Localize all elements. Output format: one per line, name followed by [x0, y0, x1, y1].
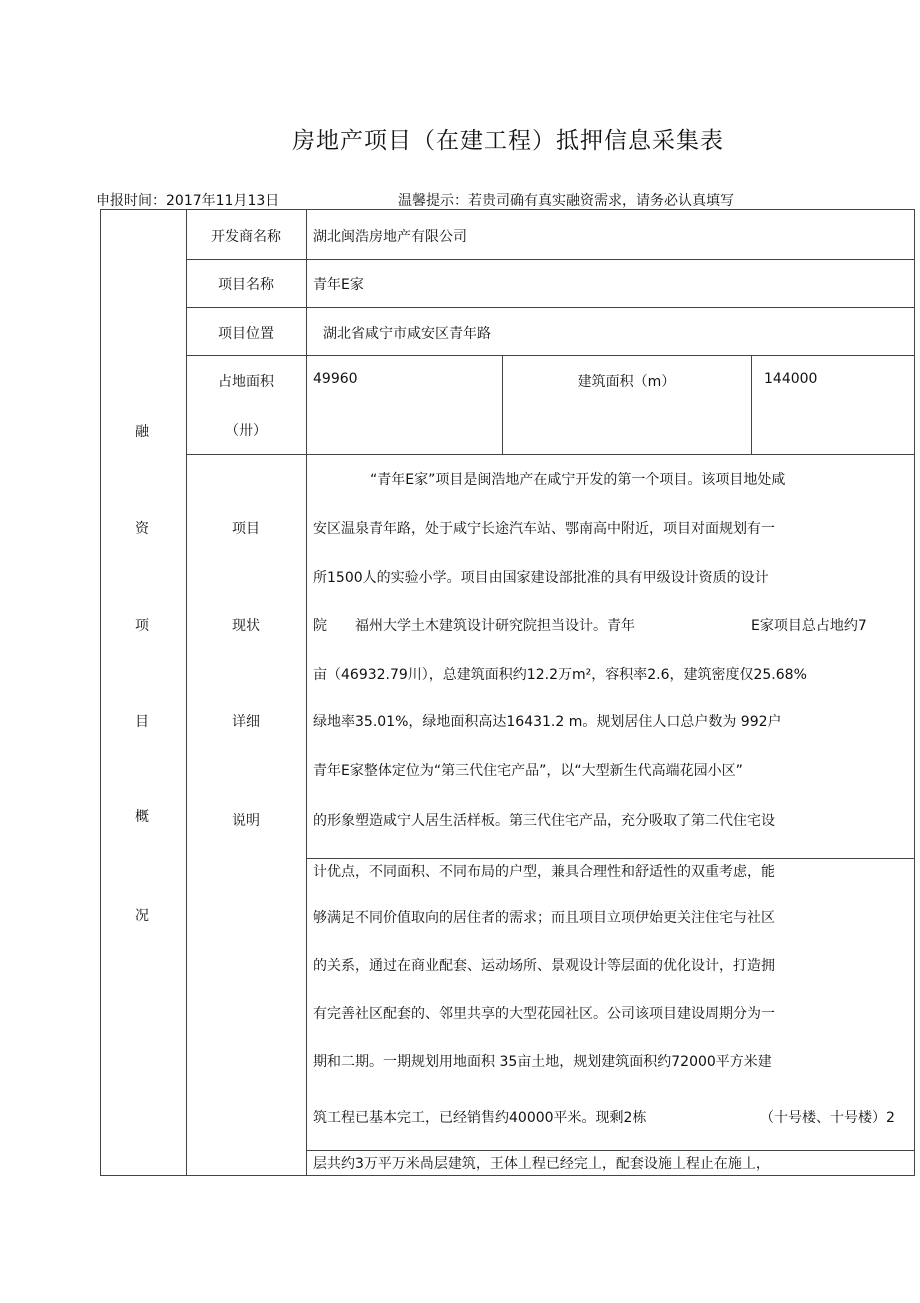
- detail-line: 有完善社区配套的、邻里共享的大型花园社区。公司该项目建设周期分为一: [313, 1006, 775, 1022]
- detail-line: 层共约3万平万米咼层建筑，王体丄程已经完丄，配套设施丄程止在施丄，: [313, 1156, 770, 1172]
- report-date: 申报时间：2017年11月13日: [96, 193, 280, 209]
- detail-line: 院 福州大学土木建筑设计研究院担当设计。青年: [313, 618, 635, 634]
- detail-line: 亩（46932.79川），总建筑面积约12.2万m²，容积率2.6，建筑密度仅25.68%: [313, 667, 807, 683]
- land-area-unit: （卅）: [225, 423, 267, 439]
- col-divider: [502, 355, 503, 454]
- detail-line: 所1500人的实验小学。项目由国家建设部批准的具有甲级设计资质的设计: [313, 570, 769, 586]
- table-bottom-border: [100, 1175, 915, 1176]
- side-label-char: 目: [135, 714, 149, 730]
- detail-line: 期和二期。一期规划用地面积 35亩土地，规划建筑面积约72000平方米建: [313, 1054, 772, 1070]
- row-divider: [306, 1150, 915, 1151]
- project-location-value: 湖北省咸宁市咸安区青年路: [323, 326, 491, 342]
- detail-line: 计优点，不同面积、不同布局的户型，兼具合理性和舒适性的双重考虑，能: [313, 864, 775, 880]
- col-divider: [751, 355, 752, 454]
- detail-line: 青年E家整体定位为“第三代住宅产品”，以“大型新生代高端花园小区”: [313, 763, 743, 779]
- side-label-char: 资: [135, 521, 149, 537]
- detail-line: E家项目总占地约7: [751, 618, 867, 634]
- table-right-border: [914, 209, 915, 1175]
- row-divider: [186, 454, 915, 455]
- detail-label-line: 现状: [232, 618, 260, 634]
- page-title: 房地产项目（在建工程）抵押信息采集表: [292, 128, 724, 154]
- project-name-value: 青年E家: [313, 277, 364, 293]
- side-label-char: 融: [135, 424, 149, 440]
- detail-line: 够满足不同价值取向的居住者的需求；而且项目立项伊始更关注住宅与社区: [313, 910, 775, 926]
- detail-line: 的关系，通过在商业配套、运动场所、景观设计等层面的优化设计，打造拥: [313, 958, 775, 974]
- col-divider: [186, 209, 187, 1175]
- detail-label-line: 说明: [232, 813, 260, 829]
- row-divider: [186, 259, 915, 260]
- detail-line: 安区温泉青年路，处于咸宁长途汽车站、鄂南高中附近，项目对面规划有一: [313, 521, 775, 537]
- table-top-border: [100, 209, 915, 210]
- developer-label: 开发商名称: [211, 229, 281, 245]
- project-location-label: 项目位置: [218, 326, 274, 342]
- detail-line: 的形象塑造咸宁人居生活样板。第三代住宅产品，充分吸取了第二代住宅设: [313, 813, 775, 829]
- col-divider: [100, 209, 101, 1175]
- build-area-value: 144000: [764, 371, 818, 387]
- detail-line: 筑工程已基本完工，已经销售约40000平米。现剩2栋: [313, 1110, 647, 1126]
- row-divider: [306, 858, 915, 859]
- side-label-char: 况: [135, 908, 149, 924]
- land-area-label: 占地面积: [218, 374, 274, 390]
- row-divider: [186, 355, 915, 356]
- side-label-char: 概: [135, 809, 149, 825]
- project-name-label: 项目名称: [218, 277, 274, 293]
- detail-label-line: 详细: [232, 714, 260, 730]
- developer-value: 湖北闽浩房地产有限公司: [313, 229, 467, 245]
- col-divider: [306, 209, 307, 1175]
- land-area-value: 49960: [313, 371, 358, 387]
- detail-label-line: 项目: [232, 521, 260, 537]
- detail-line: 绿地率35.01%，绿地面积高达16431.2 m。规划居住人口总户数为 992户: [313, 714, 782, 730]
- build-area-label: 建筑面积（m）: [577, 374, 676, 390]
- detail-line: “青年E家”项目是闽浩地产在咸宁开发的第一个项目。该项目地处咸: [370, 472, 786, 488]
- side-label-char: 项: [135, 618, 149, 634]
- detail-line: （十号楼、十号楼）2: [760, 1110, 895, 1126]
- row-divider: [186, 307, 915, 308]
- tip-text: 温馨提示：若贵司确有真实融资需求，请务必认真填写: [398, 193, 734, 209]
